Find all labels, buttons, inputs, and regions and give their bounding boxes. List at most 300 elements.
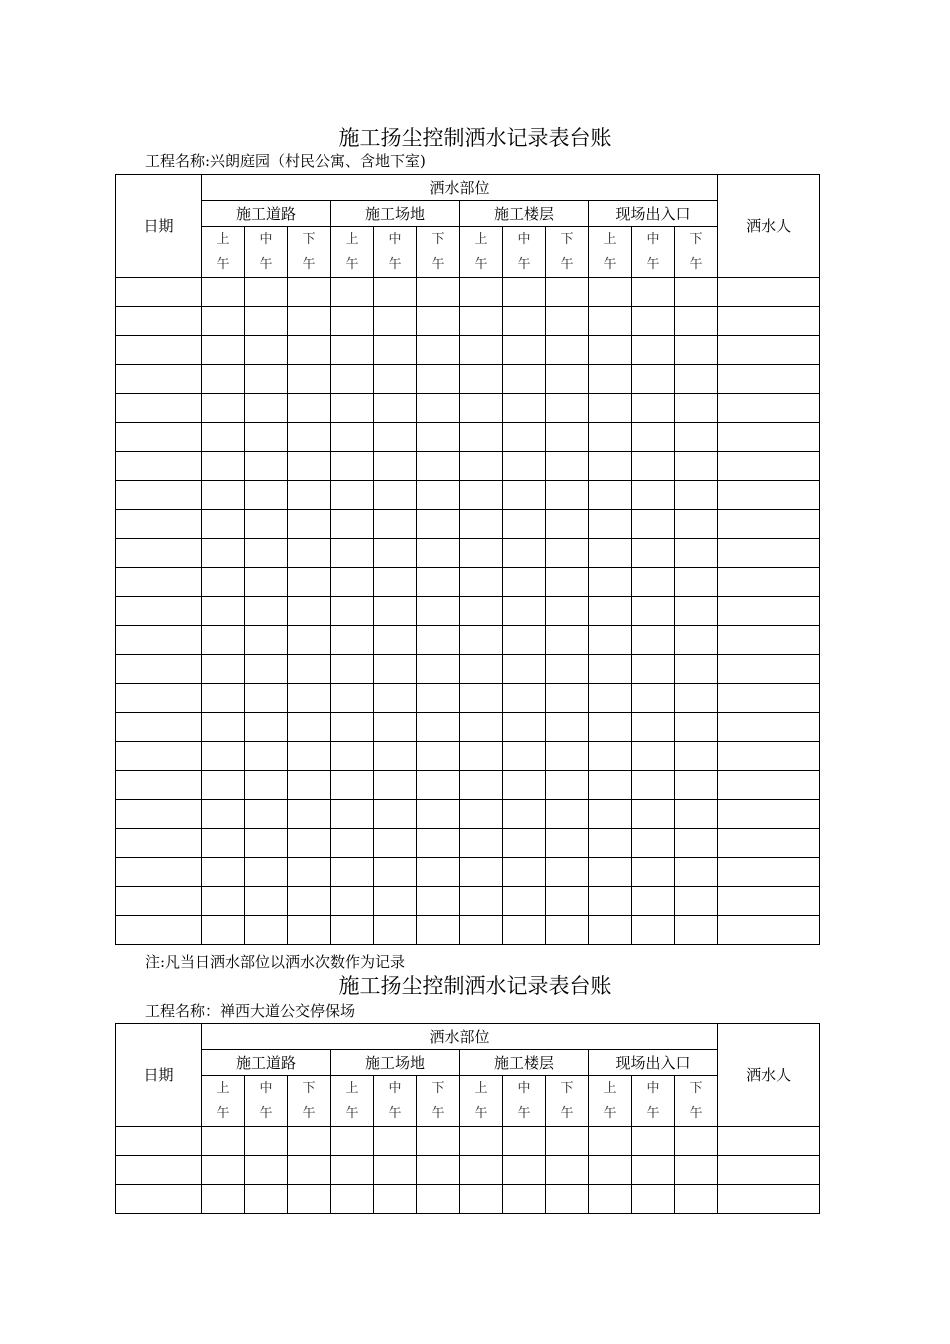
record-cell[interactable] [202, 626, 245, 655]
record-cell[interactable] [589, 887, 632, 916]
sprinkler-cell[interactable] [718, 423, 820, 452]
record-cell[interactable] [546, 1185, 589, 1214]
record-cell[interactable] [503, 655, 546, 684]
record-cell[interactable] [331, 481, 374, 510]
record-cell[interactable] [374, 684, 417, 713]
record-cell[interactable] [331, 713, 374, 742]
record-cell[interactable] [331, 626, 374, 655]
record-cell[interactable] [675, 713, 718, 742]
record-cell[interactable] [460, 365, 503, 394]
record-cell[interactable] [675, 278, 718, 307]
record-cell[interactable] [589, 539, 632, 568]
record-cell[interactable] [331, 568, 374, 597]
sprinkler-cell[interactable] [718, 568, 820, 597]
record-cell[interactable] [675, 800, 718, 829]
record-cell[interactable] [675, 916, 718, 945]
record-cell[interactable] [632, 336, 675, 365]
record-cell[interactable] [503, 278, 546, 307]
record-cell[interactable] [417, 394, 460, 423]
record-cell[interactable] [675, 1185, 718, 1214]
record-cell[interactable] [546, 278, 589, 307]
record-cell[interactable] [503, 771, 546, 800]
record-cell[interactable] [460, 626, 503, 655]
record-cell[interactable] [245, 539, 288, 568]
record-cell[interactable] [331, 597, 374, 626]
record-cell[interactable] [202, 887, 245, 916]
record-cell[interactable] [202, 510, 245, 539]
record-cell[interactable] [546, 626, 589, 655]
record-cell[interactable] [245, 742, 288, 771]
record-cell[interactable] [417, 887, 460, 916]
record-cell[interactable] [374, 1127, 417, 1156]
record-cell[interactable] [417, 655, 460, 684]
sprinkler-cell[interactable] [718, 336, 820, 365]
record-cell[interactable] [503, 684, 546, 713]
record-cell[interactable] [460, 858, 503, 887]
record-cell[interactable] [460, 771, 503, 800]
record-cell[interactable] [632, 394, 675, 423]
record-cell[interactable] [589, 568, 632, 597]
record-cell[interactable] [589, 713, 632, 742]
record-cell[interactable] [374, 1185, 417, 1214]
record-cell[interactable] [503, 713, 546, 742]
record-cell[interactable] [546, 655, 589, 684]
record-cell[interactable] [460, 452, 503, 481]
record-cell[interactable] [417, 452, 460, 481]
record-cell[interactable] [417, 684, 460, 713]
record-cell[interactable] [417, 713, 460, 742]
record-cell[interactable] [546, 858, 589, 887]
record-cell[interactable] [632, 597, 675, 626]
record-cell[interactable] [546, 481, 589, 510]
sprinkler-cell[interactable] [718, 655, 820, 684]
sprinkler-cell[interactable] [718, 626, 820, 655]
record-cell[interactable] [503, 742, 546, 771]
record-cell[interactable] [374, 568, 417, 597]
record-cell[interactable] [546, 597, 589, 626]
record-cell[interactable] [245, 858, 288, 887]
record-cell[interactable] [460, 394, 503, 423]
record-cell[interactable] [202, 858, 245, 887]
record-cell[interactable] [460, 278, 503, 307]
date-cell[interactable] [116, 539, 202, 568]
record-cell[interactable] [331, 829, 374, 858]
date-cell[interactable] [116, 829, 202, 858]
record-cell[interactable] [288, 829, 331, 858]
record-cell[interactable] [632, 1185, 675, 1214]
record-cell[interactable] [374, 336, 417, 365]
date-cell[interactable] [116, 394, 202, 423]
record-cell[interactable] [460, 597, 503, 626]
record-cell[interactable] [589, 481, 632, 510]
record-cell[interactable] [417, 307, 460, 336]
record-cell[interactable] [589, 916, 632, 945]
record-cell[interactable] [288, 510, 331, 539]
record-cell[interactable] [417, 916, 460, 945]
record-cell[interactable] [632, 423, 675, 452]
record-cell[interactable] [675, 1127, 718, 1156]
sprinkler-cell[interactable] [718, 887, 820, 916]
record-cell[interactable] [546, 771, 589, 800]
record-cell[interactable] [331, 800, 374, 829]
record-cell[interactable] [632, 800, 675, 829]
record-cell[interactable] [417, 771, 460, 800]
record-cell[interactable] [288, 1127, 331, 1156]
record-cell[interactable] [460, 887, 503, 916]
record-cell[interactable] [331, 1127, 374, 1156]
record-cell[interactable] [245, 452, 288, 481]
record-cell[interactable] [417, 568, 460, 597]
record-cell[interactable] [288, 1156, 331, 1185]
record-cell[interactable] [460, 829, 503, 858]
record-cell[interactable] [460, 336, 503, 365]
date-cell[interactable] [116, 307, 202, 336]
record-cell[interactable] [460, 800, 503, 829]
record-cell[interactable] [374, 713, 417, 742]
record-cell[interactable] [245, 684, 288, 713]
sprinkler-cell[interactable] [718, 539, 820, 568]
record-cell[interactable] [460, 568, 503, 597]
record-cell[interactable] [503, 307, 546, 336]
record-cell[interactable] [374, 539, 417, 568]
sprinkler-cell[interactable] [718, 742, 820, 771]
record-cell[interactable] [202, 1127, 245, 1156]
record-cell[interactable] [503, 1127, 546, 1156]
sprinkler-cell[interactable] [718, 829, 820, 858]
sprinkler-cell[interactable] [718, 684, 820, 713]
record-cell[interactable] [245, 1127, 288, 1156]
record-cell[interactable] [503, 423, 546, 452]
record-cell[interactable] [503, 336, 546, 365]
record-cell[interactable] [331, 510, 374, 539]
sprinkler-cell[interactable] [718, 394, 820, 423]
record-cell[interactable] [503, 829, 546, 858]
record-cell[interactable] [288, 365, 331, 394]
record-cell[interactable] [331, 1156, 374, 1185]
record-cell[interactable] [374, 510, 417, 539]
record-cell[interactable] [675, 510, 718, 539]
date-cell[interactable] [116, 1127, 202, 1156]
record-cell[interactable] [589, 423, 632, 452]
record-cell[interactable] [675, 336, 718, 365]
sprinkler-cell[interactable] [718, 713, 820, 742]
record-cell[interactable] [632, 1156, 675, 1185]
record-cell[interactable] [546, 684, 589, 713]
record-cell[interactable] [503, 626, 546, 655]
record-cell[interactable] [460, 307, 503, 336]
record-cell[interactable] [245, 423, 288, 452]
sprinkler-cell[interactable] [718, 1185, 820, 1214]
record-cell[interactable] [589, 307, 632, 336]
record-cell[interactable] [331, 365, 374, 394]
record-cell[interactable] [374, 423, 417, 452]
record-cell[interactable] [245, 829, 288, 858]
date-cell[interactable] [116, 1156, 202, 1185]
record-cell[interactable] [202, 481, 245, 510]
record-cell[interactable] [675, 481, 718, 510]
record-cell[interactable] [331, 887, 374, 916]
record-cell[interactable] [632, 307, 675, 336]
record-cell[interactable] [503, 800, 546, 829]
record-cell[interactable] [202, 568, 245, 597]
record-cell[interactable] [417, 510, 460, 539]
sprinkler-cell[interactable] [718, 365, 820, 394]
record-cell[interactable] [374, 771, 417, 800]
record-cell[interactable] [460, 423, 503, 452]
date-cell[interactable] [116, 742, 202, 771]
record-cell[interactable] [546, 539, 589, 568]
record-cell[interactable] [675, 307, 718, 336]
record-cell[interactable] [245, 1185, 288, 1214]
record-cell[interactable] [503, 539, 546, 568]
record-cell[interactable] [331, 916, 374, 945]
record-cell[interactable] [589, 1156, 632, 1185]
record-cell[interactable] [589, 858, 632, 887]
record-cell[interactable] [632, 713, 675, 742]
sprinkler-cell[interactable] [718, 1127, 820, 1156]
sprinkler-cell[interactable] [718, 1156, 820, 1185]
record-cell[interactable] [202, 278, 245, 307]
record-cell[interactable] [503, 481, 546, 510]
record-cell[interactable] [331, 655, 374, 684]
record-cell[interactable] [374, 916, 417, 945]
record-cell[interactable] [546, 365, 589, 394]
record-cell[interactable] [460, 1185, 503, 1214]
record-cell[interactable] [503, 452, 546, 481]
record-cell[interactable] [675, 597, 718, 626]
record-cell[interactable] [331, 394, 374, 423]
record-cell[interactable] [675, 423, 718, 452]
record-cell[interactable] [331, 742, 374, 771]
date-cell[interactable] [116, 481, 202, 510]
sprinkler-cell[interactable] [718, 452, 820, 481]
record-cell[interactable] [202, 800, 245, 829]
record-cell[interactable] [675, 1156, 718, 1185]
record-cell[interactable] [589, 684, 632, 713]
record-cell[interactable] [202, 307, 245, 336]
record-cell[interactable] [632, 887, 675, 916]
record-cell[interactable] [503, 394, 546, 423]
record-cell[interactable] [589, 365, 632, 394]
date-cell[interactable] [116, 423, 202, 452]
record-cell[interactable] [245, 916, 288, 945]
record-cell[interactable] [331, 1185, 374, 1214]
record-cell[interactable] [288, 887, 331, 916]
record-cell[interactable] [417, 1156, 460, 1185]
record-cell[interactable] [460, 713, 503, 742]
record-cell[interactable] [589, 742, 632, 771]
record-cell[interactable] [288, 858, 331, 887]
record-cell[interactable] [374, 887, 417, 916]
record-cell[interactable] [202, 1156, 245, 1185]
record-cell[interactable] [632, 655, 675, 684]
record-cell[interactable] [331, 423, 374, 452]
record-cell[interactable] [245, 510, 288, 539]
record-cell[interactable] [675, 684, 718, 713]
record-cell[interactable] [546, 1127, 589, 1156]
record-cell[interactable] [331, 278, 374, 307]
record-cell[interactable] [675, 742, 718, 771]
record-cell[interactable] [374, 481, 417, 510]
record-cell[interactable] [632, 1127, 675, 1156]
record-cell[interactable] [245, 887, 288, 916]
record-cell[interactable] [374, 1156, 417, 1185]
record-cell[interactable] [460, 539, 503, 568]
record-cell[interactable] [589, 452, 632, 481]
date-cell[interactable] [116, 713, 202, 742]
sprinkler-cell[interactable] [718, 278, 820, 307]
record-cell[interactable] [546, 452, 589, 481]
record-cell[interactable] [546, 800, 589, 829]
record-cell[interactable] [245, 771, 288, 800]
record-cell[interactable] [589, 394, 632, 423]
record-cell[interactable] [589, 510, 632, 539]
record-cell[interactable] [675, 539, 718, 568]
sprinkler-cell[interactable] [718, 858, 820, 887]
record-cell[interactable] [460, 1156, 503, 1185]
record-cell[interactable] [374, 800, 417, 829]
record-cell[interactable] [546, 394, 589, 423]
record-cell[interactable] [460, 655, 503, 684]
record-cell[interactable] [503, 858, 546, 887]
record-cell[interactable] [288, 423, 331, 452]
record-cell[interactable] [202, 365, 245, 394]
record-cell[interactable] [288, 568, 331, 597]
record-cell[interactable] [245, 394, 288, 423]
sprinkler-cell[interactable] [718, 771, 820, 800]
record-cell[interactable] [202, 597, 245, 626]
record-cell[interactable] [374, 307, 417, 336]
record-cell[interactable] [503, 916, 546, 945]
date-cell[interactable] [116, 655, 202, 684]
date-cell[interactable] [116, 510, 202, 539]
record-cell[interactable] [632, 278, 675, 307]
record-cell[interactable] [460, 510, 503, 539]
record-cell[interactable] [331, 684, 374, 713]
record-cell[interactable] [503, 510, 546, 539]
record-cell[interactable] [417, 481, 460, 510]
record-cell[interactable] [288, 481, 331, 510]
record-cell[interactable] [245, 568, 288, 597]
sprinkler-cell[interactable] [718, 510, 820, 539]
record-cell[interactable] [288, 626, 331, 655]
record-cell[interactable] [288, 655, 331, 684]
record-cell[interactable] [675, 858, 718, 887]
record-cell[interactable] [288, 452, 331, 481]
date-cell[interactable] [116, 1185, 202, 1214]
record-cell[interactable] [202, 1185, 245, 1214]
record-cell[interactable] [374, 858, 417, 887]
record-cell[interactable] [245, 597, 288, 626]
record-cell[interactable] [546, 423, 589, 452]
record-cell[interactable] [546, 887, 589, 916]
record-cell[interactable] [245, 336, 288, 365]
record-cell[interactable] [331, 307, 374, 336]
record-cell[interactable] [374, 365, 417, 394]
record-cell[interactable] [202, 916, 245, 945]
record-cell[interactable] [417, 539, 460, 568]
record-cell[interactable] [331, 771, 374, 800]
record-cell[interactable] [632, 626, 675, 655]
date-cell[interactable] [116, 626, 202, 655]
record-cell[interactable] [546, 568, 589, 597]
date-cell[interactable] [116, 336, 202, 365]
record-cell[interactable] [460, 742, 503, 771]
record-cell[interactable] [589, 597, 632, 626]
record-cell[interactable] [632, 568, 675, 597]
record-cell[interactable] [632, 684, 675, 713]
record-cell[interactable] [417, 800, 460, 829]
record-cell[interactable] [632, 510, 675, 539]
record-cell[interactable] [331, 858, 374, 887]
record-cell[interactable] [202, 452, 245, 481]
record-cell[interactable] [417, 626, 460, 655]
record-cell[interactable] [374, 278, 417, 307]
sprinkler-cell[interactable] [718, 800, 820, 829]
record-cell[interactable] [288, 278, 331, 307]
record-cell[interactable] [202, 336, 245, 365]
record-cell[interactable] [202, 655, 245, 684]
record-cell[interactable] [202, 394, 245, 423]
record-cell[interactable] [632, 481, 675, 510]
record-cell[interactable] [202, 539, 245, 568]
record-cell[interactable] [288, 1185, 331, 1214]
record-cell[interactable] [288, 713, 331, 742]
record-cell[interactable] [245, 307, 288, 336]
record-cell[interactable] [288, 800, 331, 829]
record-cell[interactable] [374, 597, 417, 626]
record-cell[interactable] [632, 365, 675, 394]
record-cell[interactable] [288, 307, 331, 336]
record-cell[interactable] [503, 365, 546, 394]
record-cell[interactable] [288, 336, 331, 365]
record-cell[interactable] [589, 1185, 632, 1214]
record-cell[interactable] [288, 742, 331, 771]
record-cell[interactable] [503, 597, 546, 626]
record-cell[interactable] [202, 829, 245, 858]
record-cell[interactable] [632, 858, 675, 887]
record-cell[interactable] [288, 394, 331, 423]
record-cell[interactable] [503, 568, 546, 597]
sprinkler-cell[interactable] [718, 597, 820, 626]
record-cell[interactable] [417, 597, 460, 626]
record-cell[interactable] [589, 800, 632, 829]
record-cell[interactable] [675, 394, 718, 423]
record-cell[interactable] [675, 365, 718, 394]
record-cell[interactable] [589, 336, 632, 365]
record-cell[interactable] [546, 742, 589, 771]
record-cell[interactable] [675, 829, 718, 858]
record-cell[interactable] [245, 655, 288, 684]
record-cell[interactable] [417, 829, 460, 858]
date-cell[interactable] [116, 452, 202, 481]
record-cell[interactable] [417, 336, 460, 365]
record-cell[interactable] [546, 510, 589, 539]
record-cell[interactable] [202, 713, 245, 742]
record-cell[interactable] [546, 829, 589, 858]
record-cell[interactable] [589, 626, 632, 655]
record-cell[interactable] [331, 539, 374, 568]
record-cell[interactable] [632, 539, 675, 568]
record-cell[interactable] [632, 916, 675, 945]
record-cell[interactable] [589, 1127, 632, 1156]
record-cell[interactable] [589, 771, 632, 800]
record-cell[interactable] [374, 655, 417, 684]
record-cell[interactable] [245, 365, 288, 394]
record-cell[interactable] [417, 858, 460, 887]
date-cell[interactable] [116, 684, 202, 713]
record-cell[interactable] [288, 916, 331, 945]
